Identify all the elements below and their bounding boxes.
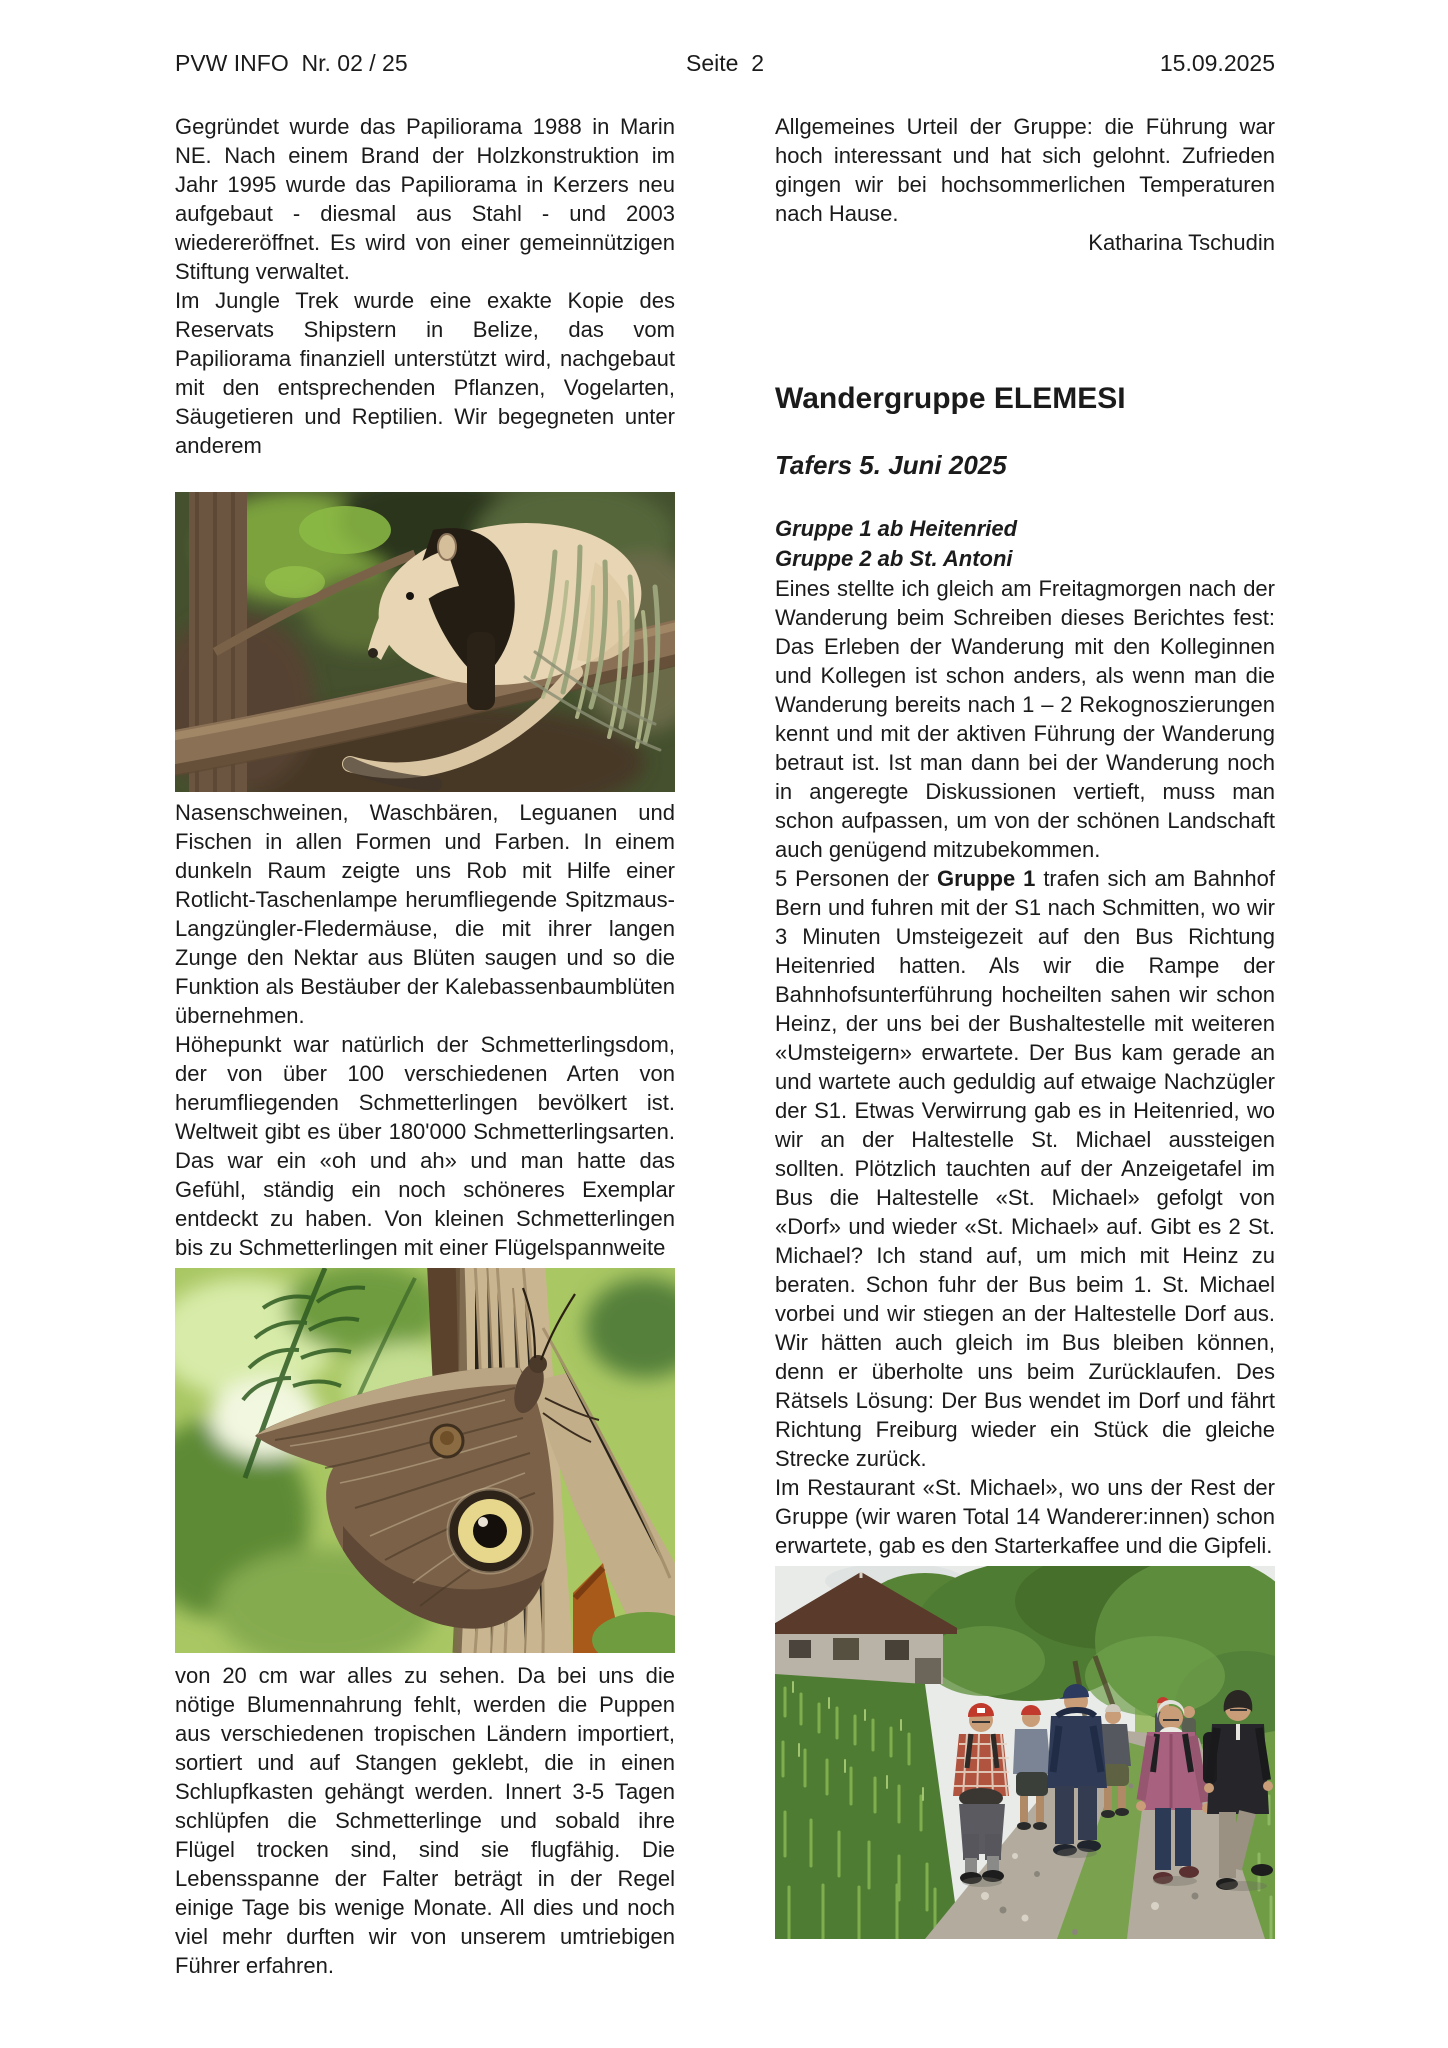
butterfly-photo-figure <box>175 1268 675 1653</box>
paragraph-restaurant-coffee: Im Restaurant «St. Michael», wo uns der Rest der Gruppe (wir waren Total 14 Wanderer:innen) schon erwartete, gab es den Starterkaffee und die Gipfeli. <box>775 1475 1275 1558</box>
section-title: Wandergruppe ELEMESI <box>775 382 1126 415</box>
paragraph-jungle-trek: Im Jungle Trek wurde eine exakte Kopie des Reservats Shipstern in Belize, das vom Papiliorama finanziell unterstützt wird, nachgebaut mit den entsprechenden Pflanzen, Vogelarten, Säugetieren und Reptilien. Wir begegneten unter anderem <box>175 288 675 458</box>
group1-bold-label: Gruppe 1 <box>937 866 1036 891</box>
paragraph-butterfly-lifespan: von 20 cm war alles zu sehen. Da bei uns die nötige Blumennahrung fehlt, werden die Puppen aus verschiedenen tropischen Ländern importiert, sortiert und auf Stangen geklebt, die in einen Schlupfkasten gehängt werden. Innert 3-5 Tagen schlüpfen die Schmetterlinge und sobald ihre Flügel trocken sind, sind sie flugfähig. Die Lebensspanne der Falter beträgt in der Regel einige Tage bis wenige Monate. All dies und noch viel mehr durften wir von unserem umtriebigen Führer erfahren. <box>175 1663 675 1978</box>
journey-text-after: trafen sich am Bahnhof Bern und fuhren mit der S1 nach Schmitten, wo wir 3 Minuten Umsteigezeit auf den Bus Richtung Heitenried hatten. Als wir die Rampe der Bahnhofsunterführung hocheilten sahen wir schon Heinz, der uns bei der Bushaltestelle mit weiteren «Umsteigern» erwartete. Der Bus kam gerade an und wartete auch geduldig auf etwaige Nachzügler der S1. Etwas Verwirrung gab es in Heitenried, wo wir an der Haltestelle St. Michael aussteigen sollten. Plötzlich tauchten auf der Anzeigetafel im Bus die Haltestelle «St. Michael» gefolgt von «Dorf» und wieder «St. Michael» auf. Gibt es 2 St. Michael? Ich stand auf, um mich mit Heinz zu beraten. Schon fuhr der Bus beim 1. St. Michael vorbei und wir stiegen an der Haltestelle Dorf aus. Wir hätten auch gleich im Bus bleiben können, denn er überholte uns beim Zurücklaufen. Des Rätsels Lösung: Der Bus wendet im Dorf und fährt Richtung Freiburg wieder ein Stück die gleiche Strecke zurück. <box>775 866 1276 1471</box>
tamandua-anteater-photo <box>175 492 675 792</box>
header-page-number: Seite 2 <box>686 50 764 76</box>
group-start-lines <box>775 514 1275 574</box>
hiking-group-photo-figure <box>775 1566 1275 1939</box>
author-signature: Katharina Tschudin <box>1088 230 1275 255</box>
anteater-photo-figure <box>175 492 675 792</box>
paragraph-animals-bats: Nasenschweinen, Waschbären, Leguanen und Fischen in allen Formen und Farben. In einem dunkeln Raum zeigte uns Rob mit Hilfe einer Rotlicht-Taschenlampe herumfliegende Spitzmaus-Langzüngler-Fledermäuse, die mit ihrer langen Zunge den Nektar aus Blüten saugen und so die Funktion als Bestäuber der Kalebassenbaumblüten übernehmen. <box>175 800 675 1028</box>
right-column <box>775 112 1275 1939</box>
left-column <box>175 112 675 1980</box>
paragraph-papiliorama-founding: Gegründet wurde das Papiliorama 1988 in Marin NE. Nach einem Brand der Holzkonstruktion im Jahr 1995 wurde das Papiliorama in Kerzers neu aufgebaut - diesmal aus Stahl - und 2003 wiedereröffnet. Es wird von einer gemeinnützigen Stiftung verwaltet. <box>175 114 675 284</box>
page-header <box>175 50 1275 80</box>
group1-line: Gruppe 1 ab Heitenried <box>775 516 1018 541</box>
journey-text-before: 5 Personen der <box>775 866 937 891</box>
paragraph-group1-journey <box>775 864 1275 1473</box>
paragraph-butterfly-dome: Höhepunkt war natürlich der Schmetterlingsdom, der von über 100 verschiedenen Arten von herumfliegenden Schmetterlingen bevölkert ist. Weltweit gibt es über 180'000 Schmetterlingsarten. Das war ein «oh und ah» und man hatte das Gefühl, ständig ein noch schöneres Exemplar entdeckt zu haben. Von kleinen Schmetterlingen bis zu Schmetterlingen mit einer Flügelspannweite <box>175 1032 675 1260</box>
paragraph-group-verdict: Allgemeines Urteil der Gruppe: die Führung war hoch interessant und hat sich gelohnt. Zufrieden gingen wir bei hochsommerlichen Temperaturen nach Hause. <box>775 114 1275 226</box>
header-date: 15.09.2025 <box>1159 50 1275 76</box>
group2-line: Gruppe 2 ab St. Antoni <box>775 546 1013 571</box>
owl-butterfly-photo <box>175 1268 675 1653</box>
hiking-group-photo <box>775 1566 1275 1939</box>
paragraph-hike-reflection: Eines stellte ich gleich am Freitagmorgen nach der Wanderung beim Schreiben dieses Berichtes fest: Das Erleben der Wanderung mit den Kolleginnen und Kollegen ist schon anders, als wenn man die Wanderung bereits nach 1 – 2 Rekognoszierungen kennt und mit der aktiven Führung der Wanderung betraut ist. Ist man dann bei der Wanderung noch in angeregte Diskussionen vertieft, muss man schon aufpassen, um von der schönen Landschaft auch genügend mitzubekommen. <box>775 576 1275 862</box>
section-subtitle: Tafers 5. Juni 2025 <box>775 450 1007 480</box>
header-issue: PVW INFO Nr. 02 / 25 <box>175 50 408 76</box>
